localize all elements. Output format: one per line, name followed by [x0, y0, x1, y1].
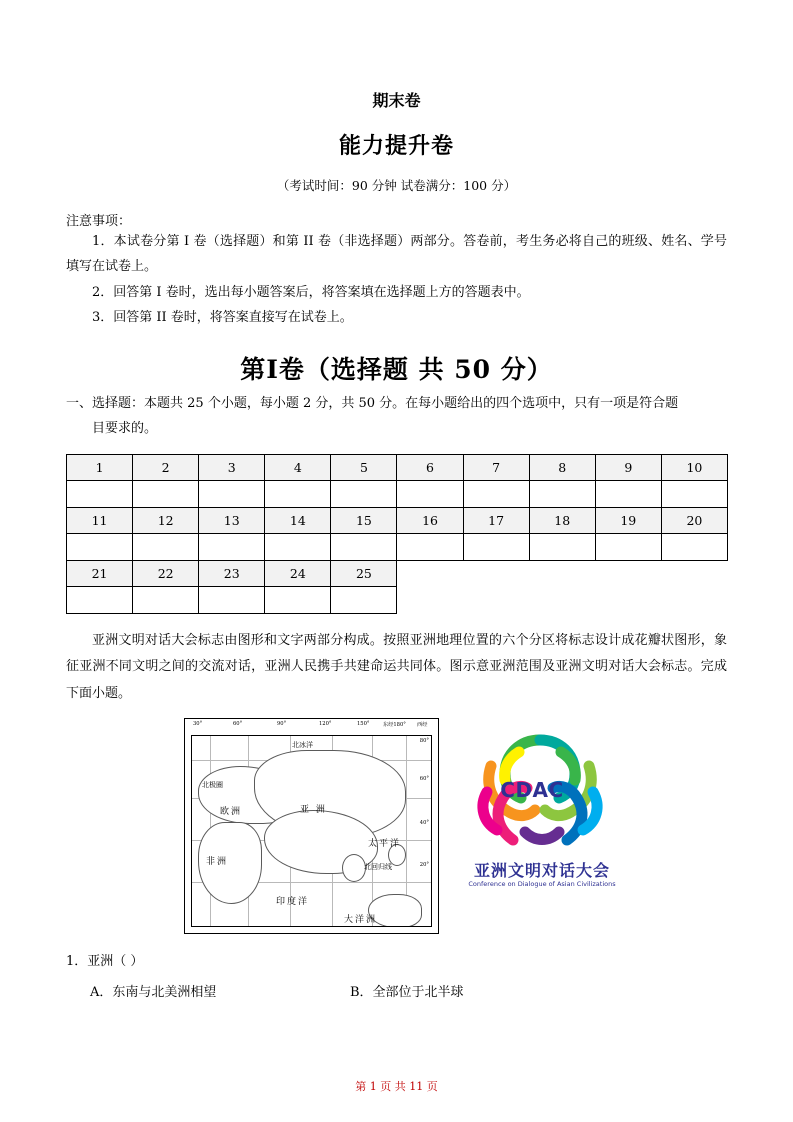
logo-cdac-text: CDAC: [500, 777, 564, 802]
answer-number: 15: [331, 507, 397, 533]
answer-number: 18: [529, 507, 595, 533]
answer-cell[interactable]: [661, 533, 727, 560]
question-1-stem: 1．亚洲（ ）: [66, 953, 144, 969]
answer-number: 10: [661, 454, 727, 480]
map-label-asia: 亚 洲: [300, 804, 327, 815]
table-row: [67, 507, 728, 533]
spacer-cell: [397, 586, 463, 613]
page-title: 能力提升卷: [338, 133, 454, 159]
figure-row: [66, 718, 727, 934]
answer-number: 6: [397, 454, 463, 480]
map-label-tropic-cancer: 北回归线: [364, 862, 392, 871]
logo-chinese-name: 亚洲文明对话大会: [473, 860, 610, 880]
spacer-cell: [661, 586, 727, 613]
map-longitude-label: 150°: [357, 720, 370, 727]
answer-cell[interactable]: [265, 533, 331, 560]
exam-meta: （考试时间：90 分钟 试卷满分：100 分）: [276, 178, 517, 193]
map-longitude-label: 30°: [193, 720, 203, 727]
map-longitude-label: 东经180°: [383, 721, 406, 728]
passage-text: 亚洲文明对话大会标志由图形和文字两部分构成。按照亚洲地理位置的六个分区将标志设计成花瓣状图形，象征亚洲不同文明之间的交流对话，亚洲人民携手共建命运共同体。图示意亚洲范围及亚洲文明对话大会标志。完成下面小题。: [66, 632, 727, 702]
answer-cell[interactable]: [397, 480, 463, 507]
answer-cell[interactable]: [529, 480, 595, 507]
spacer-cell: [529, 586, 595, 613]
answer-cell[interactable]: [199, 480, 265, 507]
table-row: [67, 560, 728, 586]
map-longitude-label: 120°: [319, 720, 332, 727]
answer-number: 8: [529, 454, 595, 480]
answer-cell[interactable]: [463, 533, 529, 560]
notice-item: 2．回答第 I 卷时，选出每小题答案后，将答案填在选择题上方的答题表中。: [92, 284, 530, 300]
answer-number: 3: [199, 454, 265, 480]
answer-cell[interactable]: [199, 586, 265, 613]
answer-number: 4: [265, 454, 331, 480]
map-label-oceania: 大洋洲: [344, 914, 378, 925]
notice-item: 3．回答第 II 卷时，将答案直接写在试卷上。: [92, 310, 353, 326]
answer-number: 12: [133, 507, 199, 533]
cdac-logo: [457, 718, 627, 934]
answer-number: 16: [397, 507, 463, 533]
table-row: [67, 533, 728, 560]
answer-cell[interactable]: [397, 533, 463, 560]
answer-number: 14: [265, 507, 331, 533]
answer-cell[interactable]: [661, 480, 727, 507]
answer-cell[interactable]: [133, 533, 199, 560]
map-latitude-label: 80°: [419, 737, 429, 744]
answer-cell[interactable]: [331, 586, 397, 613]
map-longitude-label: 60°: [233, 720, 243, 727]
map-longitude-label: 西经: [417, 721, 428, 728]
option-a[interactable]: A．东南与北美洲相望: [90, 984, 217, 1000]
logo-english-name: Conference on Dialogue of Asian Civilizations: [468, 879, 616, 888]
question-type-intro: [66, 392, 727, 441]
spacer-cell: [595, 586, 661, 613]
answer-cell[interactable]: [529, 533, 595, 560]
answer-number: 20: [661, 507, 727, 533]
notice-item: 1．本试卷分第 I 卷（选择题）和第 II 卷（非选择题）两部分。答卷前，考生务必将自己的班级、姓名、学号填写在试卷上。: [66, 234, 727, 275]
answer-cell[interactable]: [331, 533, 397, 560]
answer-number: 1: [67, 454, 133, 480]
intro-head: 一、选择题：: [66, 396, 145, 412]
answer-number: 25: [331, 560, 397, 586]
map-label-africa: 非洲: [206, 856, 229, 867]
answer-cell[interactable]: [331, 480, 397, 507]
table-row: [67, 454, 728, 480]
answer-number: 13: [199, 507, 265, 533]
answer-cell[interactable]: [265, 586, 331, 613]
notice-heading: 注意事项：: [66, 214, 132, 229]
map-latitude-label: 40°: [419, 819, 429, 826]
page-subtitle: 期末卷: [372, 91, 421, 110]
spacer-cell: [595, 560, 661, 586]
map-label-indian-ocean: 印度洋: [276, 896, 310, 907]
answer-cell[interactable]: [595, 480, 661, 507]
answer-cell[interactable]: [595, 533, 661, 560]
answer-cell[interactable]: [265, 480, 331, 507]
map-label-arctic-ocean: 北冰洋: [292, 740, 313, 749]
answer-number: 24: [265, 560, 331, 586]
map-latitude-label: 20°: [419, 861, 429, 868]
answer-number: 21: [67, 560, 133, 586]
option-b[interactable]: B．全部位于北半球: [350, 984, 464, 1000]
map-label-europe: 欧洲: [220, 806, 243, 817]
spacer-cell: [463, 586, 529, 613]
landmass-island: [342, 854, 366, 882]
table-row: [67, 480, 728, 507]
answer-cell[interactable]: [133, 586, 199, 613]
intro-body2: 目要求的。: [92, 421, 158, 437]
answer-cell[interactable]: [67, 533, 133, 560]
answer-table[interactable]: [66, 454, 728, 614]
map-top-labels: [185, 721, 438, 734]
answer-number: 22: [133, 560, 199, 586]
spacer-cell: [463, 560, 529, 586]
answer-cell[interactable]: [133, 480, 199, 507]
intro-body: 本题共 25 个小题，每小题 2 分，共 50 分。在每小题给出的四个选项中，只有一项是符合题: [144, 396, 679, 412]
table-row: [67, 586, 728, 613]
map-longitude-label: 90°: [277, 720, 287, 727]
answer-number: 17: [463, 507, 529, 533]
spacer-cell: [397, 560, 463, 586]
section-title: 第Ⅰ卷（选择题 共 50 分）: [240, 355, 553, 385]
answer-number: 23: [199, 560, 265, 586]
spacer-cell: [661, 560, 727, 586]
map-label-arctic-circle: 北极圈: [202, 780, 223, 789]
answer-cell[interactable]: [199, 533, 265, 560]
answer-number: 5: [331, 454, 397, 480]
map-latitude-label: 60°: [419, 775, 429, 782]
answer-number: 7: [463, 454, 529, 480]
answer-number: 9: [595, 454, 661, 480]
spacer-cell: [529, 560, 595, 586]
answer-number: 11: [67, 507, 133, 533]
asia-map-figure: [184, 718, 439, 934]
answer-number: 2: [133, 454, 199, 480]
answer-cell[interactable]: [463, 480, 529, 507]
answer-number: 19: [595, 507, 661, 533]
answer-cell[interactable]: [67, 586, 133, 613]
question-1-options: [66, 981, 727, 1000]
map-label-pacific-ocean: 太平洋: [368, 838, 402, 849]
answer-cell[interactable]: [67, 480, 133, 507]
map-canvas: [191, 735, 432, 927]
page-footer: 第 1 页 共 11 页: [355, 1080, 438, 1093]
